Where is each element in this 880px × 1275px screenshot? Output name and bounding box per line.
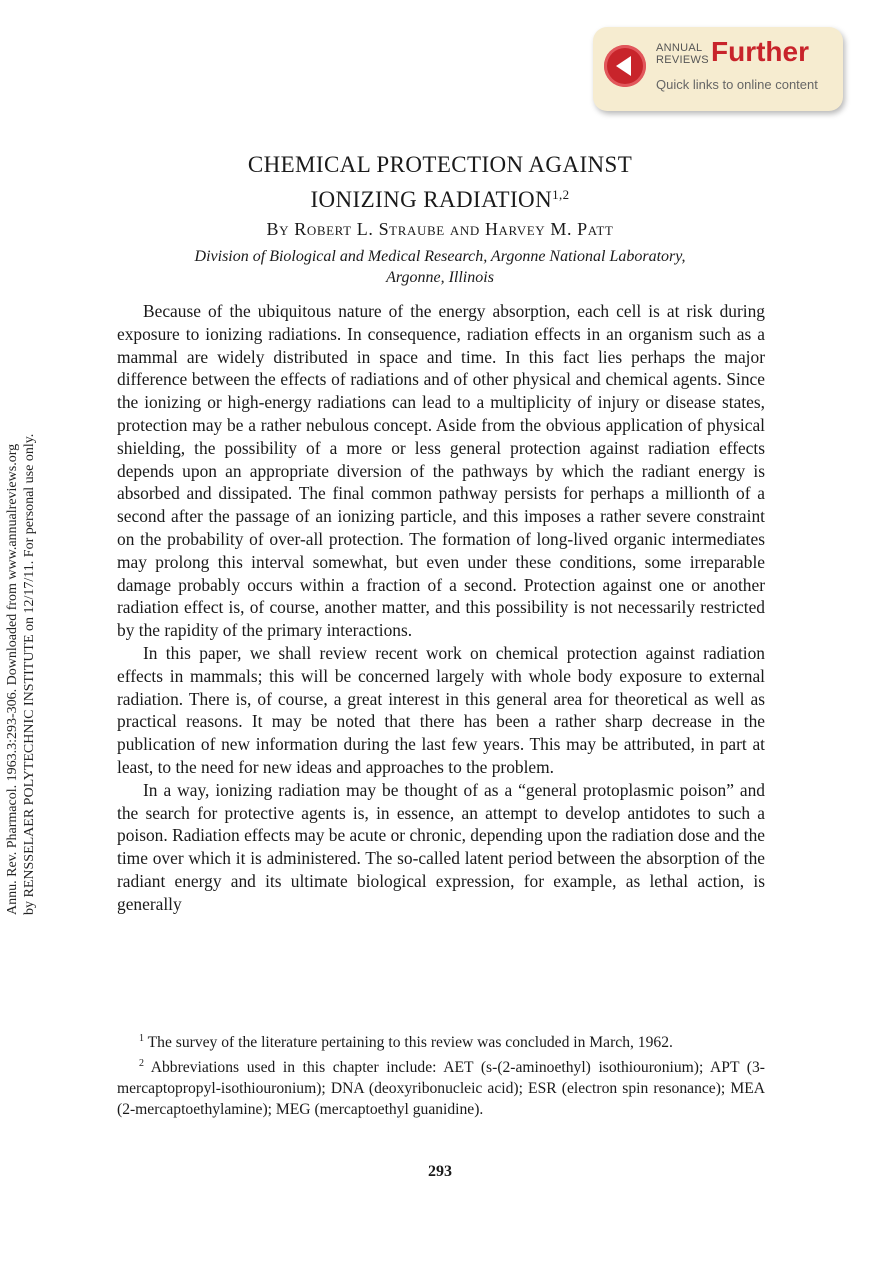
- watermark-line-1: Annu. Rev. Pharmacol. 1963.3:293-306. Downloaded from www.annualreviews.org: [5, 443, 20, 915]
- download-watermark: [4, 335, 38, 915]
- paragraph-3: In a way, ionizing radiation may be thought of as a “general protoplasmic poison” and the search for protective agents is, in essence, an attempt to develop antidotes to such a poison. Radiation effects may be acute or chronic, depending upon the radiation dose and the time over which it is administered. The so-called latent period between the absorption of the radiant energy and its ultimate biological expression, for example, as lethal action, is generally: [117, 779, 765, 914]
- page-number: 293: [428, 1163, 452, 1180]
- badge-subtitle[interactable]: Quick links to online content: [656, 77, 818, 92]
- paragraph-2: In this paper, we shall review recent work on chemical protection against radiation effects in mammals; this will be concerned largely with whole body exposure to external radiation. There is, of course, a great interest in this general area for theoretical as well as practical reasons. It may be noted that there has been a rather sharp decrease in the publication of new information during the last few years. This may be attributed, in part at least, to the need for new ideas and approaches to the problem.: [117, 642, 765, 777]
- badge-further-label: Further: [711, 36, 809, 67]
- annual-reviews-further-badge[interactable]: [593, 27, 843, 111]
- footnote-2: $^2$ Abbreviations used in this chapter include: AET (s-(2-aminoethyl) isothiouronium); APT (3-mercaptopropyl-isothiouronium); DNA (deoxyribonucleic acid); ESR (electron spin resonance); MEA (2-mercaptoethylamine); MEG (mercaptoethyl guanidine).: [117, 1058, 765, 1119]
- footnotes: [117, 1028, 765, 1120]
- article-title: [150, 150, 730, 215]
- article-authors: By Robert L. Straube and Harvey M. Patt: [266, 219, 614, 239]
- badge-brand-label: ANNUAL REVIEWS: [656, 42, 709, 66]
- paragraph-1: Because of the ubiquitous nature of the energy absorption, each cell is at risk during exposure to ionizing radiations. In consequence, radiation effects in an organism such as a mammal are widely distributed in space and time. In this fact lies perhaps the major difference between the effects of radiations and of other physical and chemical agents. Since the ionizing or high-energy radiations can lead to a multiplicity of injury or disease states, protection may be a rather nebulous concept. Aside from the obvious application of physical shielding, the possibility of a more or less general protection against radiation effects depends upon an appropriate diversion of the pathways by which the radiant energy is absorbed and dissipated. The final common pathway persists for perhaps a millionth of a second after the passage of an ionizing particle, and this imposes a rather severe constraint on the probability of over-all protection. The formation of long-lived organic intermediates may prolong this interval somewhat, but even under these conditions, some irreparable damage probably occurs within a fraction of a second. Protection against one or another radiation effect is, of course, another matter, and this possibility is not necessarily restricted by the rapidity of the primary interactions.: [117, 301, 765, 641]
- back-arrow-icon[interactable]: [604, 45, 646, 87]
- author-affiliation: Division of Biological and Medical Research, Argonne National Laboratory, Argonne, Illinois: [194, 248, 686, 286]
- watermark-line-2: by RENSSELAER POLYTECHNIC INSTITUTE on 12/17/11. For personal use only.: [22, 433, 37, 915]
- title-line-1: CHEMICAL PROTECTION AGAINST: [247, 152, 633, 177]
- footnote-1: $^1$ The survey of the literature pertaining to this review was concluded in March, 1962.: [139, 1033, 673, 1052]
- title-line-2: IONIZING RADIATION$^{1,2}$: [310, 187, 570, 212]
- article-body: [117, 300, 765, 916]
- title-footnote-marks: 1,2: [552, 187, 570, 202]
